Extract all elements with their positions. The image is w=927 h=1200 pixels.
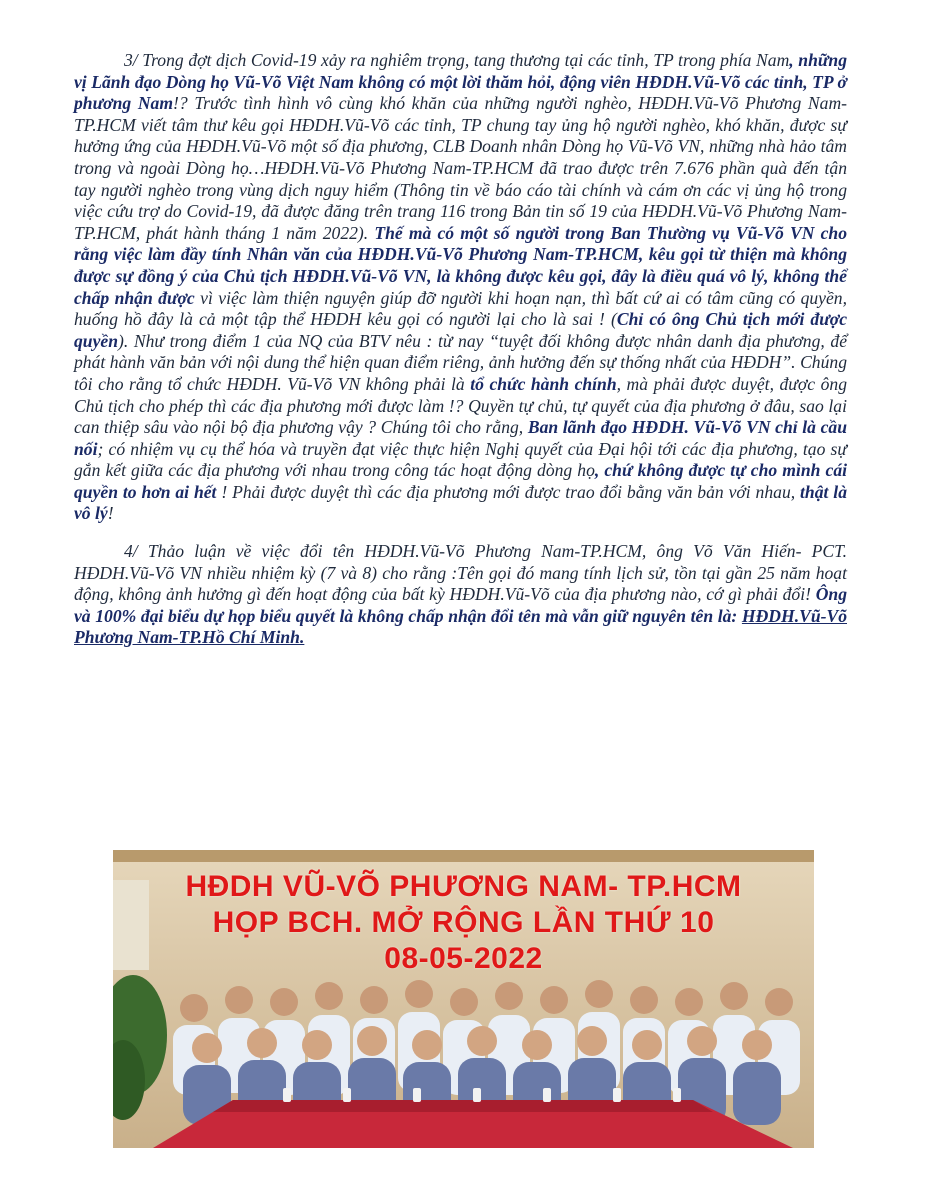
bold-run: Ông và 100% đại biểu dự họp biểu quyết là không chấp nhận đổi tên mà vẫn giữ nguyên tên là: <box>74 584 847 626</box>
text-run: !? Trước tình hình vô cùng khó khăn của những người nghèo, HĐDH.Vũ-Võ Phương Nam-TP.HCM viết tâm thư kêu gọi HĐDH.Vũ-Võ các tỉnh, TP chung tay ủng hộ người nghèo, khó khăn, được sự hưởng ứng của HĐDH.Vũ-Võ một số địa phương, CLB Doanh nhân Dòng họ Vũ-Võ VN, những nhà hảo tâm trong và ngoài Dòng họ…HĐDH.Vũ-Võ Phương Nam-TP.HCM đã trao được trên 7.676 phần quà đến tận tay người nghèo trong vùng dịch nguy hiểm (Thông tin về báo cáo tài chính và cám ơn các vị ủng hộ trong việc cứu trợ do Covid-19, đã được đăng trên trang 116 trong Bản tin số 19 của HĐDH.Vũ-Võ Phương Nam-TP.HCM, phát hành tháng 1 năm 2022). <box>74 93 848 243</box>
bold-run: Thế mà có một số người trong Ban Thường vụ Vũ-Võ VN cho rằng việc làm đầy tính Nhân văn của HĐDH.Vũ-Võ Phương Nam-TP.HCM, kêu gọi từ thiện mà không được sự đồng ý của Chủ tịch HĐDH.Vũ-Võ VN, là không được kêu gọi, đây là điều quá vô lý, không thể chấp nhận được <box>74 222 847 308</box>
photo-banner-line-1: HĐDH VŨ-VÕ PHƯƠNG NAM- TP.HCM <box>185 870 742 903</box>
paragraph-4 <box>74 541 847 649</box>
bold-run: Ban lãnh đạo HĐDH. Vũ-Võ VN chỉ là cầu nối <box>74 417 847 459</box>
text-run: ! Phải được duyệt thì các địa phương mới được trao đổi bằng văn bản với nhau, <box>216 481 801 502</box>
bold-run: tổ chức hành chính <box>470 373 617 394</box>
text-run: , mà phải được duyệt, được ông Chủ tịch cho phép thì các địa phương mới được làm !? Quyền tự chủ, tự quyết của địa phương ở đâu, sao lại can thiệp sâu vào nội bộ địa phương vậy ? Chúng tôi cho rằng, <box>74 373 847 438</box>
bold-run: Chỉ có ông Chủ tịch mới được quyền <box>74 309 848 351</box>
bold-run: thật là vô lý <box>74 481 847 524</box>
text-run: 3/ Trong đợt dịch Covid-19 xảy ra nghiêm trọng, tang thương tại các tỉnh, TP trong phía Nam <box>124 50 790 70</box>
underlined-bold-run: HĐDH.Vũ-Võ Phương Nam-TP.Hồ Chí Minh. <box>74 605 847 648</box>
text-run: ; có nhiệm vụ cụ thể hóa và truyền đạt việc thực hiện Nghị quyết của Đại hội tới các địa phương, tạo sự gắn kết giữa các địa phương với nhau trong công tác hoạt động dòng họ <box>74 438 847 481</box>
text-run: vì việc làm thiện nguyện giúp đỡ người khi hoạn nạn, thì bất cứ ai có tâm cũng có quyền, huống hồ đây là cả một tập thể HĐDH kêu gọi có người lại cho là sai ! ( <box>74 287 847 330</box>
text-run: 4/ Thảo luận về việc đổi tên HĐDH.Vũ-Võ Phương Nam-TP.HCM, ông Võ Văn Hiến- PCT. HĐDH.Vũ-Võ VN nhiều nhiệm kỳ (7 và 8) cho rằng :Tên gọi đó mang tính lịch sử, tồn tại gần 25 năm hoạt động, không ảnh hưởng gì đến hoạt động của bất kỳ HĐDH.Vũ-Võ của địa phương nào, cớ gì phải đổi! <box>74 541 847 605</box>
paragraph-3 <box>74 50 847 525</box>
photo-banner-line-3: 08-05-2022 <box>384 942 543 975</box>
ceiling-trim <box>113 850 814 862</box>
bold-run: , chứ không được tự cho mình cái quyền to hơn ai hết <box>74 460 848 502</box>
photo-banner-line-2: HỌP BCH. MỞ RỘNG LẦN THỨ 10 <box>212 906 715 939</box>
article-text <box>74 50 847 649</box>
text-run: ! <box>107 503 114 524</box>
bold-run: , những vị Lãnh đạo Dòng họ Vũ-Võ Việt Nam không có một lời thăm hỏi, động viên HĐDH.Vũ-Võ các tỉnh, TP ở phương Nam <box>74 50 848 114</box>
group-photo <box>113 850 814 1148</box>
text-run: ). Như trong điểm 1 của NQ của BTV nêu : từ nay “tuyệt đối không được nhân danh địa phương, để phát hành văn bản với nội dung thể hiện quan điểm riêng, ảnh hưởng đến sự thống nhất của HĐDH”. Chúng tôi cho rằng tổ chức HĐDH. Vũ-Võ VN không phải là <box>74 330 847 394</box>
